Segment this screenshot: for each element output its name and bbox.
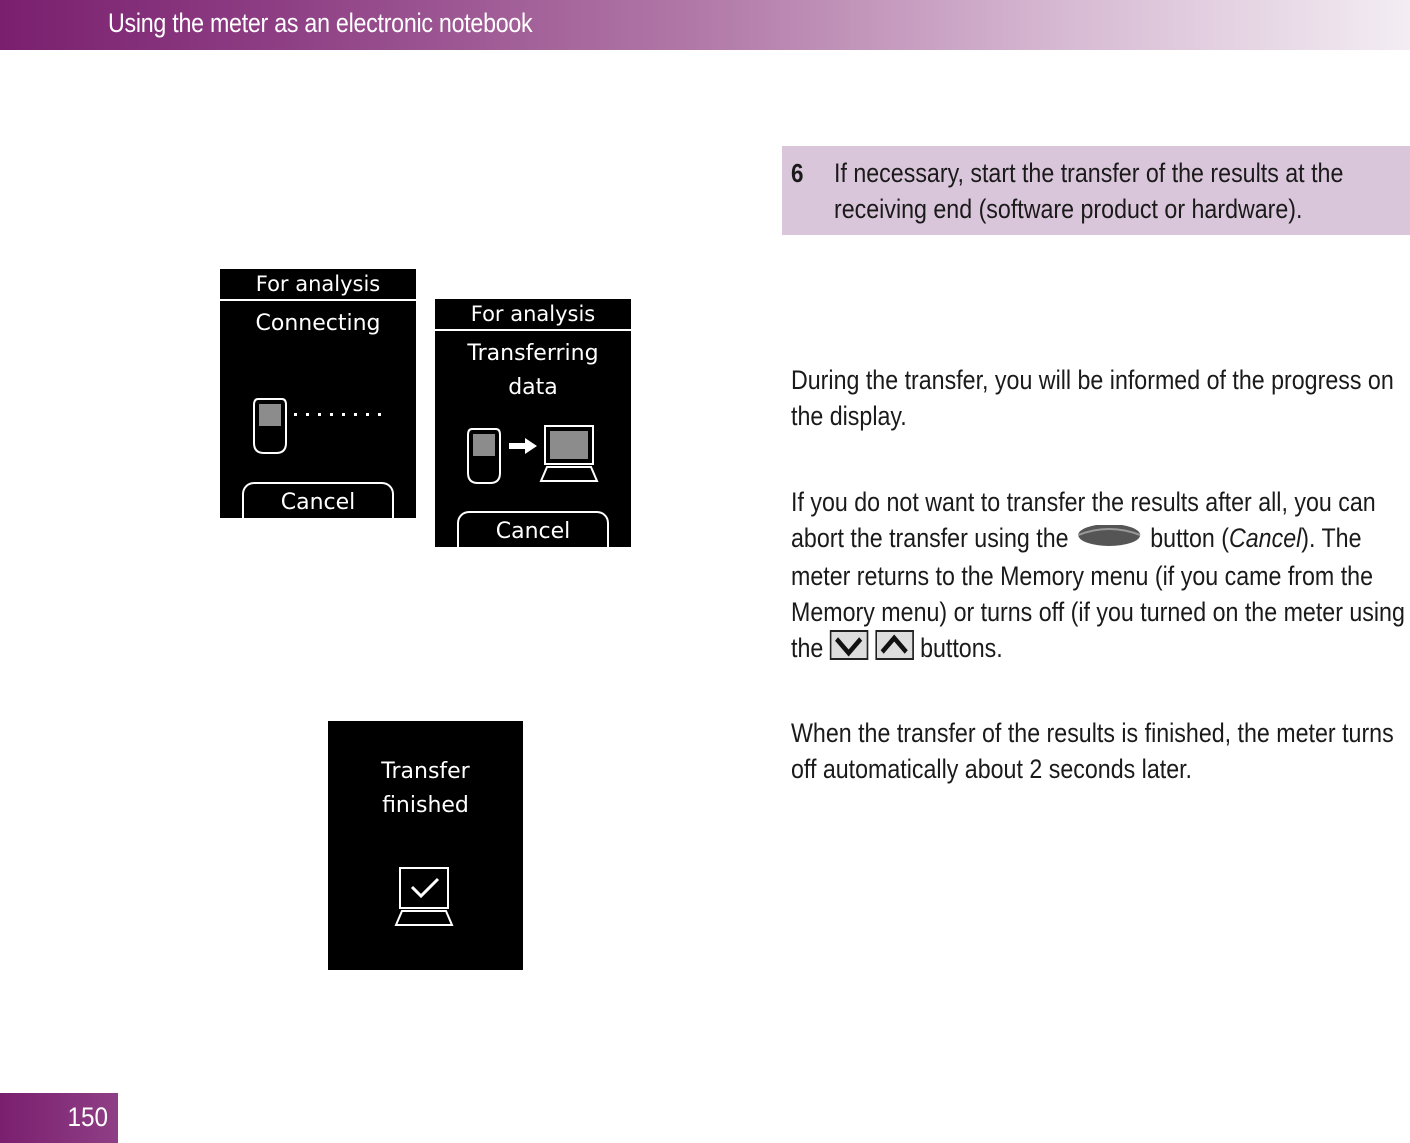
page-number: 150 [67, 1102, 108, 1132]
screen-transferring [435, 299, 631, 547]
screen-status-line2: data [508, 375, 558, 400]
meter-connecting-icon [220, 391, 416, 461]
computer-check-icon [328, 863, 523, 933]
screen-header: For analysis [220, 269, 416, 301]
page-header [0, 0, 1410, 50]
page-number-tab [0, 1093, 118, 1143]
step-text: If necessary, start the transfer of the results at the receiving end (software product or hardware). [834, 158, 1344, 224]
screen-finished-line1: Transfer [381, 759, 470, 784]
paragraph-progress: During the transfer, you will be informed of the progress on the display. [791, 365, 1394, 431]
paragraph-finished: When the transfer of the results is finished, the meter turns off automatically about 2 seconds later. [791, 718, 1394, 784]
screen-header: For analysis [435, 299, 631, 331]
cancel-button-icon [1075, 522, 1144, 558]
paragraph-text: buttons. [920, 632, 1003, 663]
chevron-up-icon [875, 630, 914, 669]
header-title: Using the meter as an electronic notebook [108, 8, 533, 38]
step-box [782, 146, 1410, 235]
screen-finished-line2: finished [382, 793, 469, 818]
cancel-term: Cancel [1228, 523, 1302, 553]
paragraph-text: button ( [1150, 523, 1229, 553]
meter-to-computer-icon [435, 421, 631, 491]
paragraph-text: ). The meter returns to the Memory menu (if you came from the Memory menu) or turns off (if you turned on the meter using the [791, 523, 1405, 663]
screen-status-line1: Transferring [467, 341, 599, 366]
paragraph-abort [791, 484, 1410, 669]
screen-connecting [220, 269, 416, 518]
step-number: 6 [791, 158, 804, 188]
cancel-softkey[interactable]: Cancel [457, 511, 609, 547]
chevron-down-icon [830, 630, 869, 669]
cancel-softkey[interactable]: Cancel [242, 482, 394, 518]
screen-finished [328, 721, 523, 970]
paragraph-text: If you do not want to transfer the results after all, you can abort the transfer using the [791, 487, 1376, 553]
screen-status: Connecting [255, 311, 381, 336]
